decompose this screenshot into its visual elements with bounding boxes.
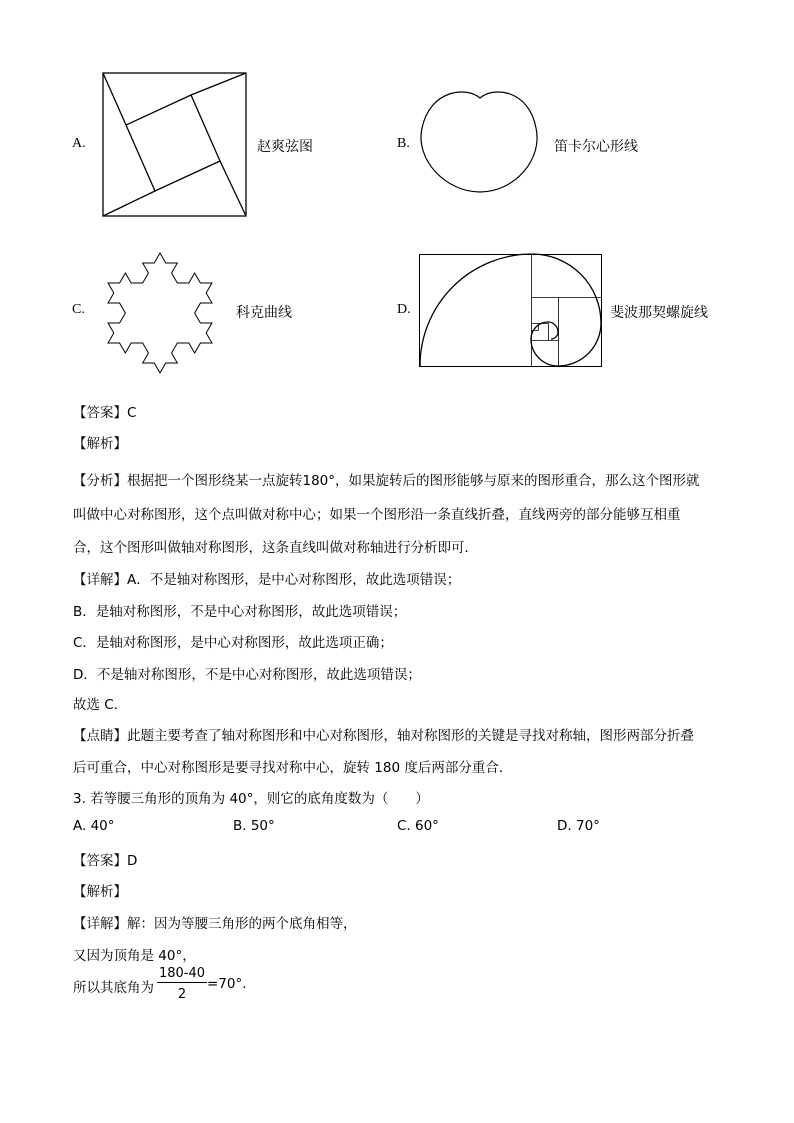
q3-option-b: B. 50° bbox=[233, 818, 275, 834]
option-c-letter: C. bbox=[72, 302, 85, 317]
q3-option-d: D. 70° bbox=[557, 818, 600, 834]
q3-final-prefix: 所以其底角为 bbox=[73, 980, 154, 996]
q2-fenxi-line-3: 合，这个图形叫做轴对称图形，这条直线叫做对称轴进行分析即可． bbox=[73, 540, 478, 556]
q3-analysis-label: 【解析】 bbox=[73, 884, 127, 900]
koch-curve-figure bbox=[90, 236, 230, 386]
q2-answer: 【答案】C bbox=[73, 405, 137, 421]
option-d-name: 斐波那契螺旋线 bbox=[610, 305, 708, 321]
q2-detail-line-5: 故选 C． bbox=[73, 697, 128, 713]
q2-dianjing-line-1: 【点睛】此题主要考查了轴对称图形和中心对称图形，轴对称图形的关键是寻找对称轴，图形两部分折叠 bbox=[73, 728, 694, 744]
q2-analysis-label: 【解析】 bbox=[73, 436, 127, 452]
q2-detail-line-1: 【详解】A．不是轴对称图形，是中心对称图形，故此选项错误； bbox=[73, 572, 461, 588]
q2-detail-line-2: B．是轴对称图形，不是中心对称图形，故此选项错误； bbox=[73, 604, 407, 620]
option-b-letter: B. bbox=[397, 136, 410, 151]
zhao-shuang-figure bbox=[100, 70, 250, 220]
fibonacci-spiral-figure bbox=[419, 254, 603, 368]
q2-detail-line-4: D．不是轴对称图形，不是中心对称图形，故此选项错误； bbox=[73, 667, 421, 683]
option-a-letter: A. bbox=[72, 136, 86, 151]
q3-option-a: A. 40° bbox=[73, 818, 115, 834]
q2-dianjing-line-2: 后可重合，中心对称图形是要寻找对称中心，旋转 180 度后两部分重合． bbox=[73, 760, 513, 776]
option-d-letter: D. bbox=[397, 302, 411, 317]
q3-detail-line-1: 【详解】解：因为等腰三角形的两个底角相等， bbox=[73, 916, 357, 932]
option-c-name: 科克曲线 bbox=[236, 305, 292, 321]
q2-fenxi-line-2: 叫做中心对称图形，这个点叫做对称中心；如果一个图形沿一条直线折叠，直线两旁的部分能够互相重 bbox=[73, 507, 681, 523]
option-a-name: 赵爽弦图 bbox=[257, 139, 313, 155]
q3-answer: 【答案】D bbox=[73, 853, 138, 869]
q3-question: 3. 若等腰三角形的顶角为 40°，则它的底角度数为（ ） bbox=[73, 791, 429, 807]
cardioid-figure bbox=[418, 88, 548, 198]
q3-option-c: C. 60° bbox=[397, 818, 439, 834]
q3-final-suffix: =70°. bbox=[207, 976, 247, 992]
option-b-name: 笛卡尔心形线 bbox=[554, 139, 638, 155]
fraction-numerator: 180-40 bbox=[158, 966, 206, 981]
q3-detail-line-2: 又因为顶角是 40°， bbox=[73, 948, 196, 964]
q2-detail-line-3: C．是轴对称图形，是中心对称图形，故此选项正确； bbox=[73, 635, 393, 651]
q2-fenxi-line-1: 【分析】根据把一个图形绕某一点旋转180°，如果旋转后的图形能够与原来的图形重合，那么这个图形就 bbox=[73, 473, 700, 489]
fraction-denominator: 2 bbox=[177, 987, 187, 1002]
